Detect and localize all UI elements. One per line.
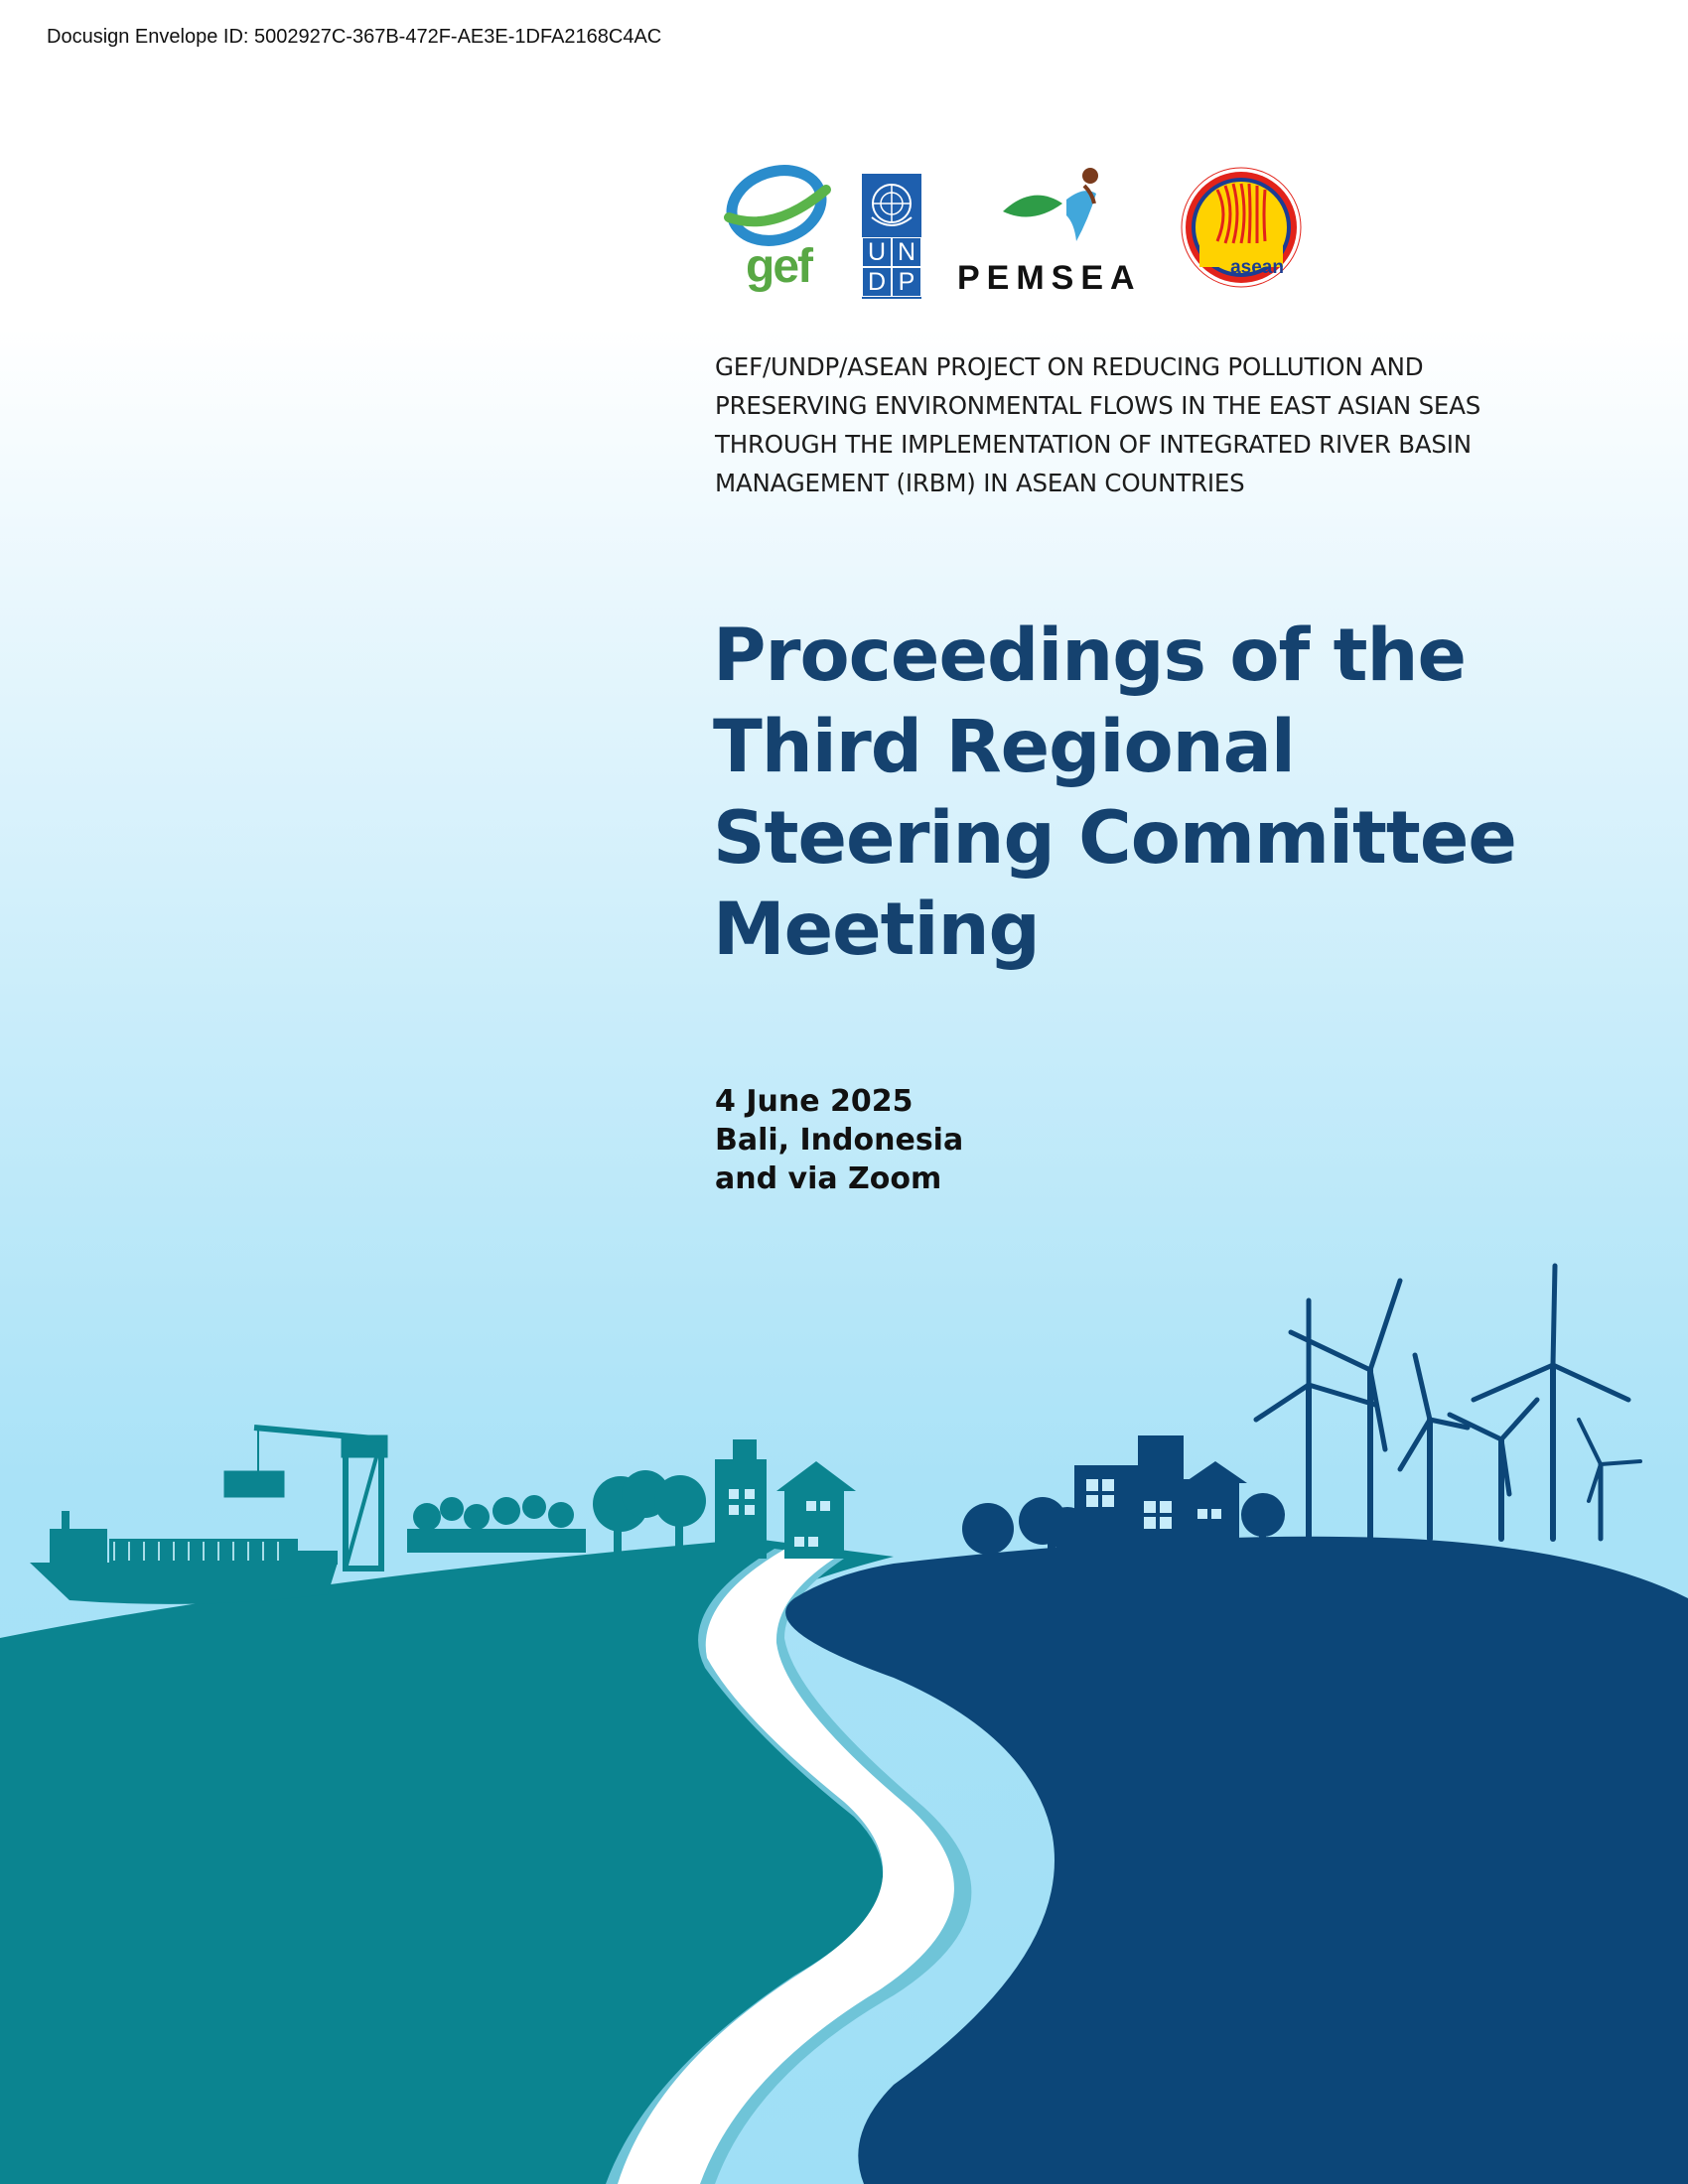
left-trees: [593, 1470, 706, 1555]
project-line: THROUGH THE IMPLEMENTATION OF INTEGRATED RIVER BASIN: [715, 430, 1472, 459]
title-line: Meeting: [713, 887, 1040, 972]
undp-letter: U: [862, 237, 892, 267]
project-line: GEF/UNDP/ASEAN PROJECT ON REDUCING POLLUTION AND: [715, 352, 1424, 381]
meeting-date: 4 June 2025: [715, 1084, 914, 1119]
meeting-details: [715, 1082, 963, 1198]
gef-logo: [715, 164, 844, 303]
project-line: PRESERVING ENVIRONMENTAL FLOWS IN THE EAST ASIAN SEAS: [715, 391, 1481, 420]
project-line: MANAGEMENT (IRBM) IN ASEAN COUNTRIES: [715, 469, 1245, 497]
gef-wordmark: gef: [746, 240, 811, 293]
title-line: Third Regional: [713, 705, 1295, 789]
document-title: [713, 611, 1607, 976]
project-description: [715, 347, 1609, 502]
undp-letter: N: [892, 237, 921, 267]
un-emblem-icon: [862, 174, 921, 233]
meeting-location: Bali, Indonesia: [715, 1123, 964, 1158]
right-buildings: [1074, 1435, 1247, 1559]
wind-turbines: [1256, 1266, 1640, 1539]
landscape-illustration: [0, 1241, 1688, 2184]
partner-logos: [715, 164, 1311, 303]
mangrove-trees: [407, 1495, 586, 1553]
undp-logo: [862, 174, 921, 299]
meeting-mode: and via Zoom: [715, 1161, 942, 1196]
docusign-envelope-id: Docusign Envelope ID: 5002927C-367B-472F-AE3E-1DFA2168C4AC: [47, 26, 662, 48]
leaf-fish-icon: [993, 164, 1122, 253]
cargo-ship: [30, 1511, 338, 1604]
asean-wordmark: asean: [1230, 257, 1284, 278]
title-line: Proceedings of the: [713, 614, 1467, 698]
title-line: Steering Committee: [713, 796, 1516, 881]
undp-letter: D: [862, 267, 892, 297]
pemsea-wordmark: PEMSEA: [957, 259, 1142, 297]
undp-letter: P: [892, 267, 921, 297]
